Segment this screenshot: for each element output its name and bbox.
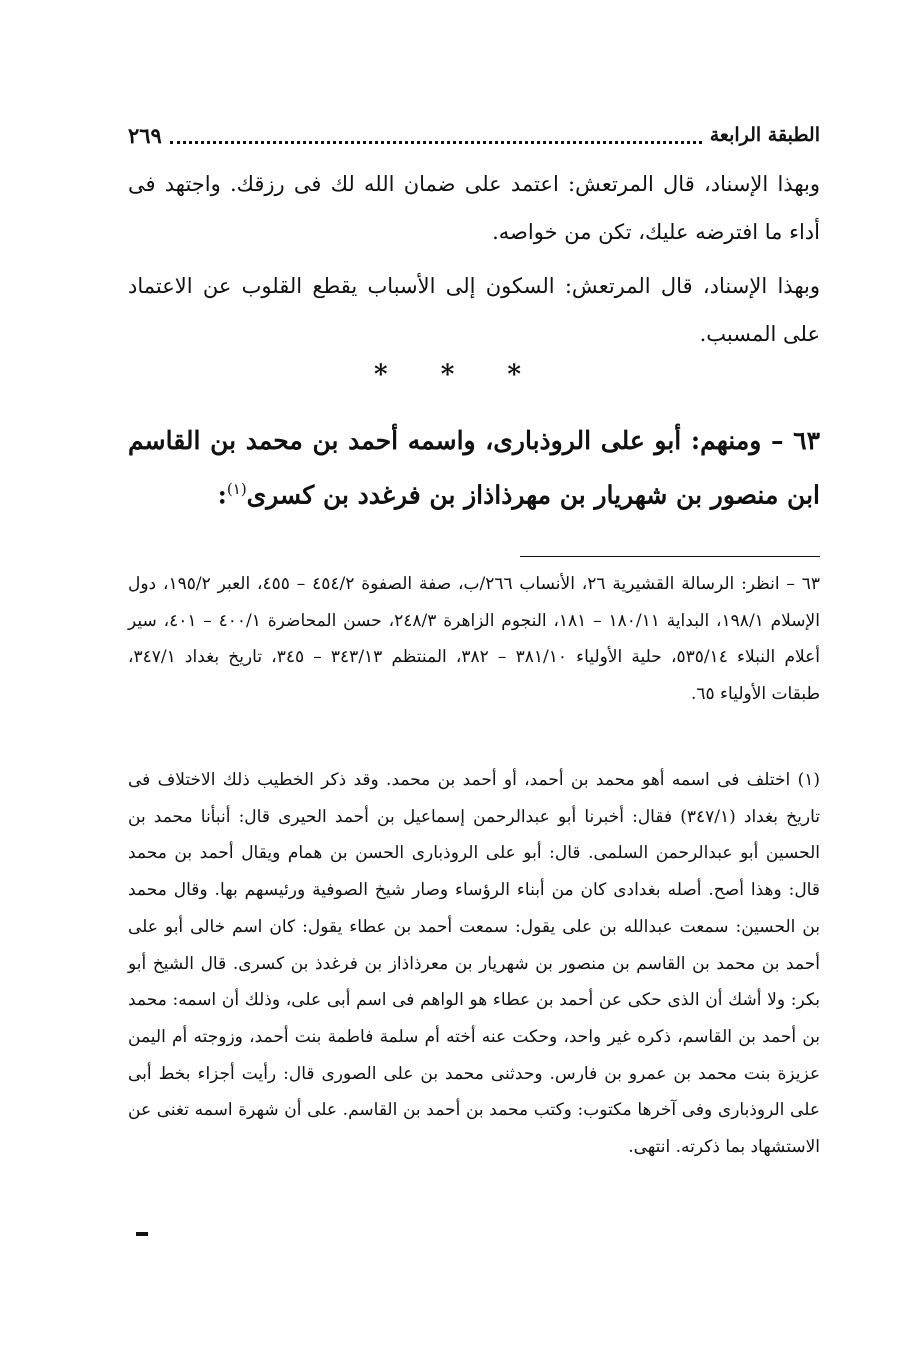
footnote-sources: ٦٣ – انظر: الرسالة القشيرية ٢٦، الأنساب ٢٦٦/ب، صفة الصفوة ٤٥٤/٢ – ٤٥٥، العبر ١٩٥/٢، دول الإسلام ١٩٨/١، البداية ١٨٠/١١ – ١٨١، النجوم الزاهرة ٢٤٨/٣، حسن المحاضرة ٤٠٠/١ – ٤٠١، سير أعلام النبلاء ٥٣٥/١٤، حلية الأولياء ٣٨١/١٠ – ٣٨٢، المنتظم ٣٤٣/١٣ – ٣٤٥، تاريخ بغداد ٣٤٧/١، طبقات الأولياء ٦٥.	[128, 574, 821, 705]
body-paragraph-2: وبهذا الإسناد، قال المرتعش: السكون إلى الأسباب يقطع القلوب عن الاعتماد على المسبب.	[128, 274, 820, 346]
section-separator: * * *	[374, 360, 543, 390]
body-paragraph-1: وبهذا الإسناد، قال المرتعش: اعتمد على ضمان الله لك فى رزقك. واجتهد فى أداء ما افترضه عليك، تكن من خواصه.	[128, 172, 820, 244]
page-header	[128, 118, 820, 152]
footnote-reference: (١)	[226, 480, 247, 498]
entry-heading-text: ٦٣ – ومنهم: أبو على الروذبارى، واسمه أحمد بن محمد بن القاسم ابن منصور بن شهريار بن مهرذاذاز بن فرغدد بن كسرى	[128, 426, 820, 510]
leader-dots	[170, 135, 702, 144]
margin-dash-mark	[136, 1232, 148, 1236]
page-number: ٢٦٩	[128, 122, 162, 148]
footnote-rule	[520, 556, 820, 557]
entry-heading	[128, 417, 820, 519]
heading-colon: :	[217, 480, 227, 510]
running-title: الطبقة الرابعة	[709, 124, 820, 146]
footnote-1: (١) اختلف فى اسمه أهو محمد بن أحمد، أو أحمد بن محمد. وقد ذكر الخطيب ذلك الاختلاف فى تاريخ بغداد (٣٤٧/١) فقال: أخبرنا أبو عبدالرحمن إسماعيل بن أحمد الحيرى قال: أنبأنا محمد بن الحسين أبو عبدالرحمن السلمى. قال: أبو على الروذبارى الحسن بن همام ويقال أحمد بن محمد قال: وهذا أصح. أصله بغدادى كان من أبناء الرؤساء وصار شيخ الصوفية ورئيسهم بها. وقال محمد بن الحسين: سمعت عبدالله بن على يقول: سمعت أحمد بن عطاء يقول: كان اسم خالى أبو على أحمد بن محمد بن القاسم بن منصور بن شهريار بن معرذاذاز بن فرغدذ بن كسرى. قال الشيخ أبو بكر: ولا أشك أن الذى حكى عن أحمد بن عطاء هو الواهم فى اسم أبى على، وذلك أن اسمه: محمد بن أحمد بن القاسم، ذكره غير واحد، وحكت عنه أخته أم سلمة فاطمة بنت أحمد، وزوجته أم اليمن عزيزة بنت محمد بن عمرو بن فارس. وحدثنى محمد بن على الصورى قال: رأيت أجزاء بخط أبى على الروذبارى وفى آخرها مكتوب: وكتب محمد بن أحمد بن القاسم. على أن شهرة اسمه تغنى عن الاستشهاد بما ذكرته. انتهى.	[128, 770, 820, 1158]
